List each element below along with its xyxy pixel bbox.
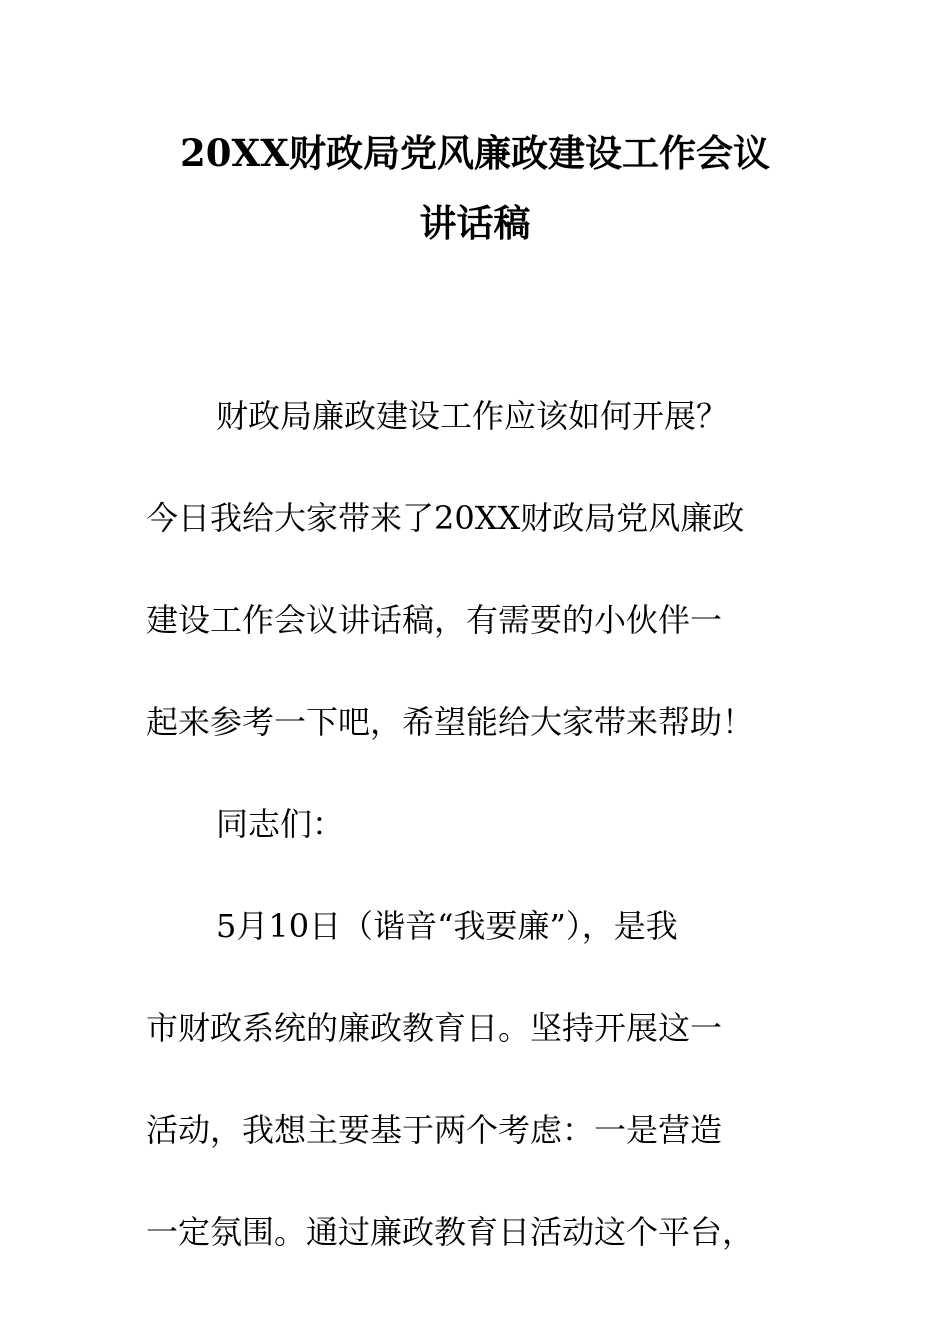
document-title [140,118,810,258]
paragraph-intro-line-1: 财政局廉政建设工作应该如何开展？ [216,397,729,435]
paragraph-main-line-3: 活动，我想主要基于两个考虑：一是营造 [146,1111,723,1149]
paragraph-main-line-4: 一定氛围。通过廉政教育日活动这个平台， [146,1213,755,1251]
title-line-2: 讲话稿 [419,201,531,245]
salutation-line: 同志们： [216,805,345,843]
paragraph-main-line-2: 市财政系统的廉政教育日。坚持开展这一 [146,1009,723,1047]
paragraph-intro-line-2: 今日我给大家带来了20XX财政局党风廉政 [146,499,745,537]
title-line-1: 20XX财政局党风廉政建设工作会议 [180,131,770,175]
document-body [146,365,806,1283]
paragraph-intro-line-3: 建设工作会议讲话稿，有需要的小伙伴一 [146,601,723,639]
paragraph-intro-line-4: 起来参考一下吧，希望能给大家带来帮助！ [146,703,755,741]
paragraph-main-line-1: 5月10日（谐音“我要廉”），是我 [216,907,678,945]
